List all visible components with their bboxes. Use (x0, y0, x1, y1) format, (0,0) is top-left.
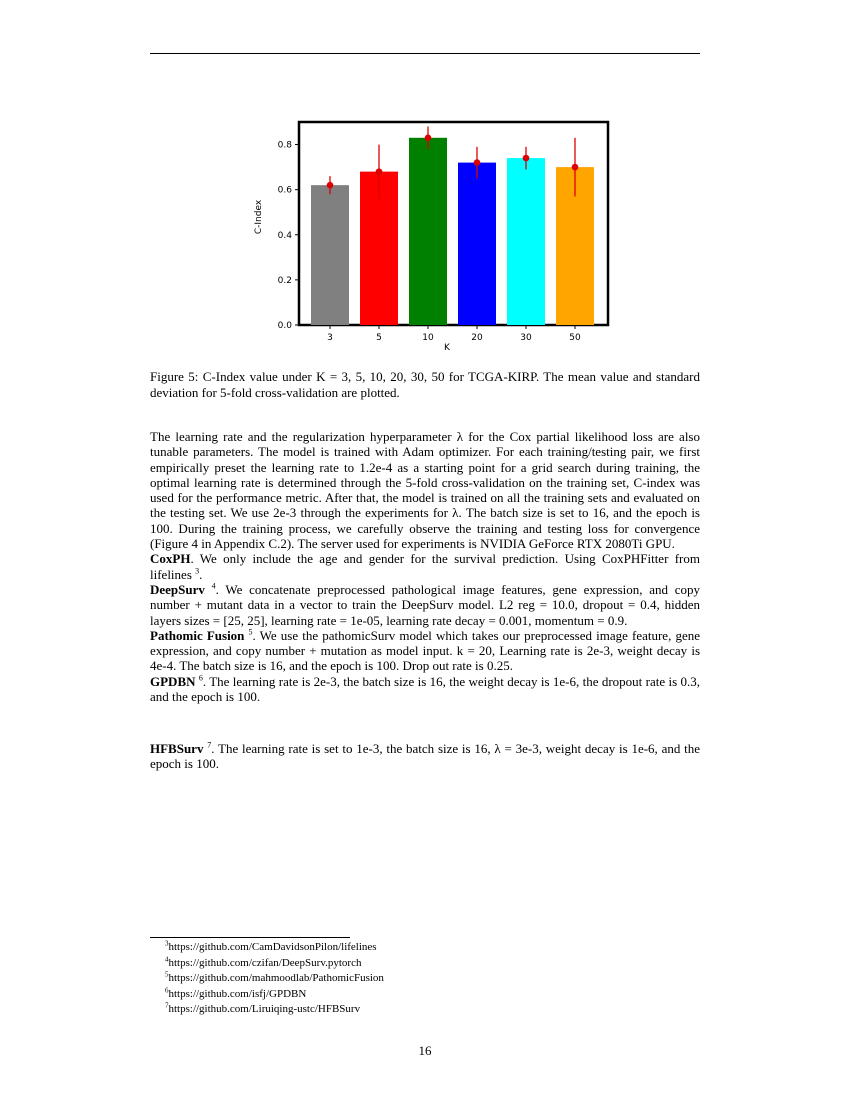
footnote-link[interactable]: https://github.com/Liruiqing-ustc/HFBSurv (168, 1003, 361, 1015)
footnote-4: $^4$https://github.com/czifan/DeepSurv.pytorch (165, 954, 362, 969)
footnote-7: $^7$https://github.com/Liruiqing-ustc/HFBSurv (165, 1001, 361, 1015)
x-tick-label: 50 (569, 333, 581, 343)
x-axis-label: K (444, 343, 450, 353)
y-tick-label: 0.2 (277, 275, 292, 286)
x-tick-label: 3 (327, 333, 333, 343)
deepsurv-paragraph: DeepSurv $^4$. We concatenate preprocessed pathological image features, gene expression, and copy number + mutant data in a vector to train the DeepSurv model. L2 reg = 10.0, dropout = 0.4, hidden layers sizes = [25, 25], learning rate = 1e-05, learning rate decay = 0.001, momentum = 0.9. (150, 581, 700, 628)
y-axis-label: C-Index (254, 199, 264, 235)
figure-caption: Figure 5: C-Index value under K = 3, 5, 10, 20, 30, 50 for TCGA-KIRP. The mean value and standard deviation for 5-fold cross-validation are plotted. (150, 369, 700, 400)
footnotes (165, 940, 705, 1018)
y-tick-label: 0.4 (277, 230, 292, 241)
y-tick-label: 0.0 (277, 321, 292, 331)
x-axis-ticks (327, 325, 581, 343)
page-number: 16 (418, 1043, 432, 1058)
pathomic-paragraph: Pathomic Fusion $^5$. We use the pathomicSurv model which takes our preprocessed image feature, gene expression, and copy number + mutation as model input. k = 20, Learning rate is 2e-3, weight decay is 4e-4. The batch size is 16, and the epoch is 100. Drop out rate is 0.25. (150, 627, 700, 674)
coxph-name: CoxPH (150, 551, 191, 567)
x-tick-label: 30 (520, 333, 532, 343)
body-text (150, 429, 700, 704)
footnote-3: $^3$https://github.com/CamDavidsonPilon/lifelines (165, 939, 377, 953)
footnote-ref: 5 (248, 627, 253, 637)
deepsurv-name: DeepSurv (150, 581, 205, 597)
gpdbn-name: GPDBN (150, 673, 196, 689)
y-tick-label: 0.8 (277, 140, 292, 151)
y-tick-label: 0.6 (277, 185, 292, 196)
pathomic-name: Pathomic Fusion (150, 627, 245, 643)
mean-point (425, 134, 432, 141)
gpdbn-paragraph: GPDBN $^6$. The learning rate is 2e-3, the batch size is 16, the weight decay is 1e-6, the dropout rate is 0.3, and the epoch is 100. (150, 673, 700, 705)
bar (311, 185, 349, 325)
mean-point (327, 182, 334, 189)
x-tick-label: 20 (471, 333, 483, 343)
footnote-link[interactable]: https://github.com/CamDavidsonPilon/lifelines (168, 941, 377, 953)
x-tick-label: 5 (376, 333, 382, 343)
footnote-link[interactable]: https://github.com/isfj/GPDBN (168, 987, 307, 1000)
footnote-ref: 3 (195, 566, 200, 576)
footnote-rule (150, 937, 350, 938)
hfbsurv-block (150, 741, 700, 772)
chart-marks (311, 127, 594, 325)
footnote-link[interactable]: https://github.com/czifan/DeepSurv.pytorch (168, 956, 362, 969)
footnote-5: $^5$https://github.com/mahmoodlab/PathomicFusion (165, 970, 384, 984)
footnote-6: $^6$https://github.com/isfj/GPDBN (165, 985, 307, 1000)
bar (458, 163, 496, 325)
mean-point (376, 168, 383, 175)
footnote-ref: 7 (207, 740, 212, 750)
bar (507, 158, 545, 325)
hfbsurv-name: HFBSurv (150, 741, 204, 756)
cindex-bar-chart (240, 110, 620, 355)
y-axis-ticks (278, 141, 299, 331)
bar (409, 138, 447, 325)
footnote-ref: 6 (198, 673, 203, 683)
x-tick-label: 10 (422, 333, 434, 343)
footnote-ref: 4 (211, 581, 216, 591)
coxph-paragraph: CoxPH. We only include the age and gender for the survival prediction. Using CoxPHFitter from lifelines $^3$. (150, 551, 700, 582)
footnote-link[interactable]: https://github.com/mahmoodlab/PathomicFusion (168, 972, 384, 984)
header-rule (150, 53, 700, 54)
training-paragraph: The learning rate and the regularization hyperparameter λ for the Cox partial likelihood loss are also tunable parameters. The model is trained with Adam optimizer. For each training/testing pair, we first empirically preset the learning rate to 1.2e-4 as a starting point for a grid search during training, the optimal learning rate is determined through the 5-fold cross-validation on the training set, C-index was used for the performance metric. After that, the model is trained on all the training sets and evaluated on the testing set. We use 2e-3 through the experiments for λ. The batch size is set to 16, and the epoch is 100. During the training process, we carefully observe the training and testing loss for convergence (Figure 4 in Appendix C.2). The server used for experiments is NVIDIA GeForce RTX 2080Ti GPU. (150, 429, 700, 552)
mean-point (572, 164, 579, 171)
hfbsurv-paragraph: HFBSurv $^7$. The learning rate is set to 1e-3, the batch size is 16, λ = 3e-3, weight decay is 1e-6, and the epoch is 100. (150, 740, 700, 772)
mean-point (523, 155, 530, 162)
mean-point (474, 159, 481, 166)
